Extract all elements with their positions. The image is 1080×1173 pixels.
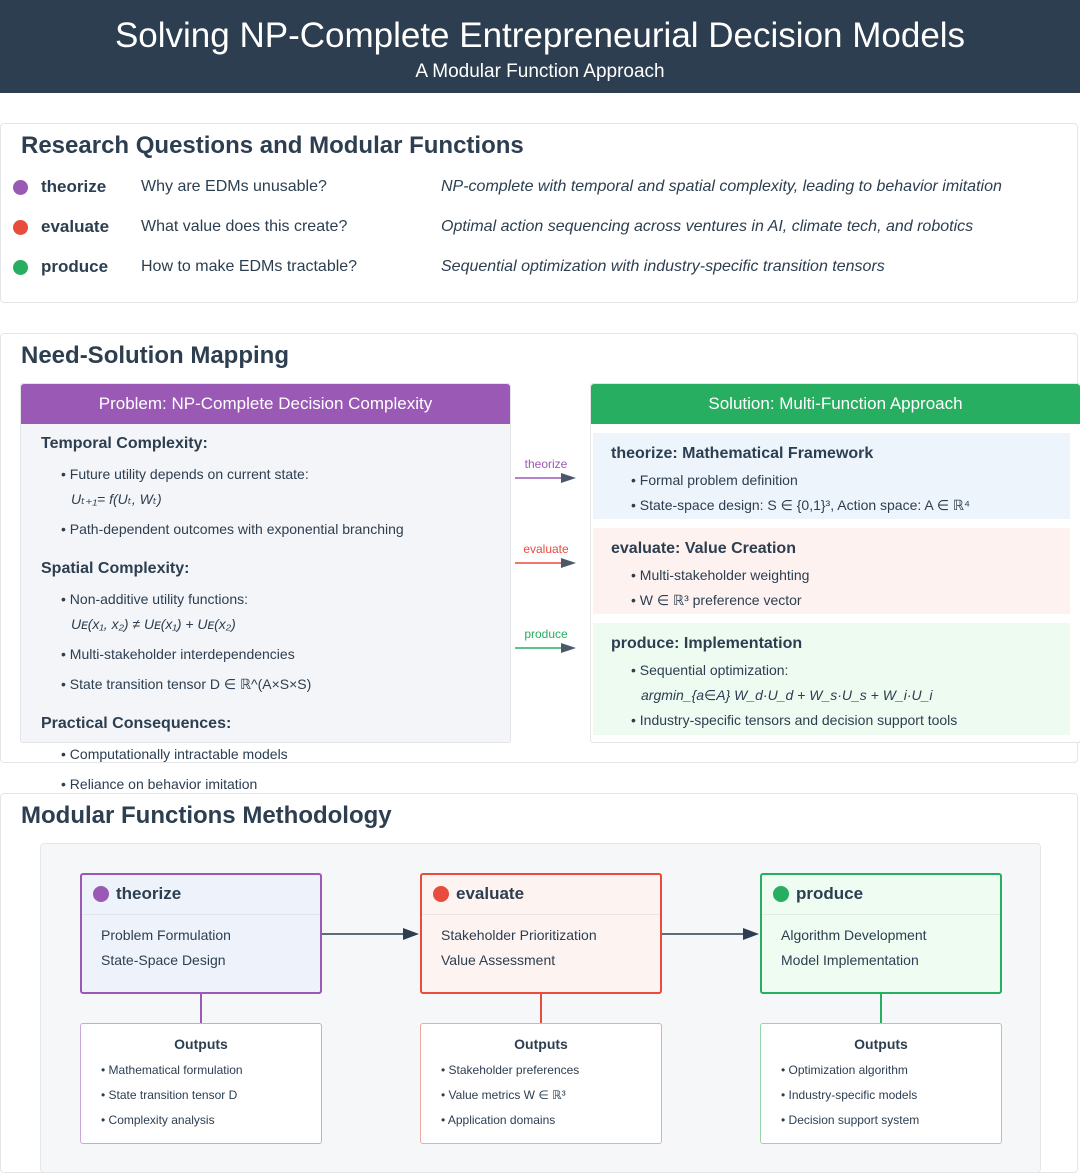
spatial-bullet-2: • Multi-stakeholder interdependencies [61, 646, 295, 662]
research-function-name: theorize [41, 177, 107, 196]
arrow-label-theorize: theorize [524, 457, 568, 471]
spatial-bullet-3: • State transition tensor D ∈ ℝ^(A×S×S) [61, 676, 311, 693]
output-item: • State transition tensor D [101, 1088, 237, 1102]
solution-theorize-bullet-1: • Formal problem definition [631, 472, 798, 488]
outputs-title: Outputs [174, 1036, 228, 1052]
produce-dot-icon [773, 886, 789, 902]
solution-produce-title: produce: Implementation [611, 635, 803, 652]
temporal-formula: Uₜ₊₁= f(Uₜ, Wₜ) [71, 491, 162, 507]
theorize-dot-icon [93, 886, 109, 902]
solution-box-header: Solution: Multi-Function Approach [591, 384, 1080, 424]
research-row-evaluate [1, 216, 1077, 240]
method-node-title: theorize [116, 884, 182, 903]
practical-bullet-1: • Computationally intractable models [61, 746, 288, 762]
method-node-produce [760, 873, 1002, 994]
method-node-item: State-Space Design [101, 952, 226, 968]
temporal-complexity-heading: Temporal Complexity: [41, 435, 208, 452]
solution-evaluate-bullet-2: • W ∈ ℝ³ preference vector [631, 592, 802, 609]
output-item: • Stakeholder preferences [441, 1063, 579, 1077]
solution-theorize-section [593, 433, 1070, 519]
practical-consequences-heading: Practical Consequences: [41, 715, 232, 732]
theorize-dot-icon [13, 180, 28, 195]
methodology-panel [0, 793, 1078, 1173]
output-item: • Decision support system [781, 1113, 919, 1127]
research-row-produce [1, 256, 1077, 280]
method-node-title: produce [796, 884, 864, 903]
output-item: • Complexity analysis [101, 1113, 215, 1127]
solution-box [590, 383, 1080, 743]
solution-evaluate-bullet-1: • Multi-stakeholder weighting [631, 567, 809, 583]
method-node-header [82, 875, 320, 915]
solution-theorize-title: theorize: Mathematical Framework [611, 445, 874, 462]
solution-produce-bullet-2: • Industry-specific tensors and decision support tools [631, 712, 957, 728]
evaluate-dot-icon [13, 220, 28, 235]
evaluate-dot-icon [433, 886, 449, 902]
method-node-item: Algorithm Development [781, 927, 927, 943]
solution-evaluate-section [593, 528, 1070, 614]
arrow-produce [515, 642, 579, 654]
method-node-title: evaluate [456, 884, 525, 903]
page-header [0, 0, 1080, 93]
practical-bullet-2: • Reliance on behavior imitation [61, 776, 257, 792]
method-node-header [422, 875, 660, 915]
outputs-box-produce [760, 1023, 1002, 1144]
method-node-theorize [80, 873, 322, 994]
outputs-box-evaluate [420, 1023, 662, 1144]
output-item: • Value metrics W ∈ ℝ³ [441, 1088, 566, 1102]
solution-theorize-bullet-2: • State-space design: S ∈ {0,1}³, Action space: A ∈ ℝ⁴ [631, 497, 970, 514]
arrow-label-evaluate: evaluate [523, 542, 569, 556]
output-item: • Mathematical formulation [101, 1063, 243, 1077]
research-question: What value does this create? [141, 218, 348, 235]
page-title: Solving NP-Complete Entrepreneurial Decision Models [114, 16, 966, 55]
solution-produce-section [593, 623, 1070, 735]
method-node-item: Model Implementation [781, 952, 919, 968]
research-question: How to make EDMs tractable? [141, 258, 358, 275]
produce-dot-icon [13, 260, 28, 275]
need-solution-panel [0, 333, 1078, 792]
page-subtitle: A Modular Function Approach [415, 61, 665, 82]
research-questions-title: Research Questions and Modular Functions [21, 132, 524, 159]
methodology-title: Modular Functions Methodology [21, 802, 392, 829]
arrow-evaluate [515, 557, 579, 569]
output-item: • Application domains [441, 1113, 555, 1127]
method-node-item: Problem Formulation [101, 927, 231, 943]
output-item: • Optimization algorithm [781, 1063, 908, 1077]
research-answer: Optimal action sequencing across ventures in AI, climate tech, and robotics [441, 218, 974, 235]
outputs-title: Outputs [854, 1036, 908, 1052]
arrow-theorize [515, 472, 579, 484]
research-row-theorize [1, 176, 1077, 200]
problem-box [20, 383, 511, 792]
solution-evaluate-title: evaluate: Value Creation [611, 540, 796, 557]
output-item: • Industry-specific models [781, 1088, 917, 1102]
method-node-header [762, 875, 1000, 915]
spatial-bullet-1: • Non-additive utility functions: [61, 591, 248, 607]
research-answer: NP-complete with temporal and spatial complexity, leading to behavior imitation [441, 178, 1002, 195]
research-questions-panel [0, 123, 1078, 303]
outputs-title: Outputs [514, 1036, 568, 1052]
spatial-formula: Uᴇ(x₁, x₂) ≠ Uᴇ(x₁) + Uᴇ(x₂) [71, 616, 236, 632]
temporal-bullet-2: • Path-dependent outcomes with exponential branching [61, 521, 404, 537]
arrow-label-produce: produce [524, 627, 568, 641]
method-node-item: Stakeholder Prioritization [441, 927, 597, 943]
research-function-name: produce [41, 257, 109, 276]
method-node-item: Value Assessment [441, 952, 556, 968]
temporal-bullet-1: • Future utility depends on current state: [61, 466, 309, 482]
research-question: Why are EDMs unusable? [141, 178, 327, 195]
solution-produce-formula: argmin_{a∈A} W_d·U_d + W_s·U_s + W_i·U_i [641, 687, 933, 703]
solution-produce-bullet-1: • Sequential optimization: [631, 662, 788, 678]
problem-box-header: Problem: NP-Complete Decision Complexity [21, 384, 510, 424]
need-solution-title: Need-Solution Mapping [21, 342, 289, 369]
outputs-box-theorize [80, 1023, 322, 1144]
research-answer: Sequential optimization with industry-specific transition tensors [441, 258, 885, 275]
spatial-complexity-heading: Spatial Complexity: [41, 560, 190, 577]
research-function-name: evaluate [41, 217, 110, 236]
method-node-evaluate [420, 873, 662, 994]
